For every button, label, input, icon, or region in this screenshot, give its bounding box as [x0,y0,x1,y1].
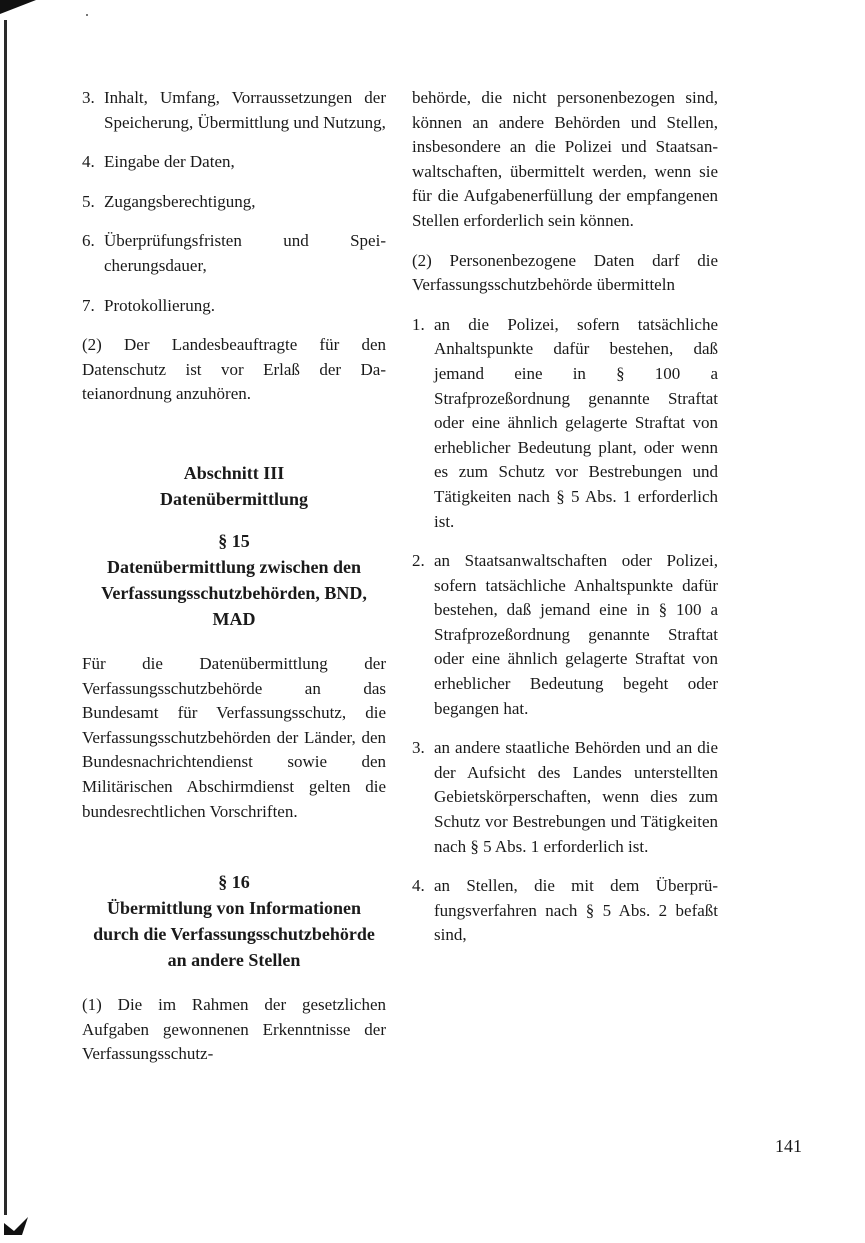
list-item: 7. Protokollierung. [82,295,215,315]
paragraph-16-number: § 16 [218,872,250,893]
right-column [412,86,718,963]
list-item: 2. an Staatsanwaltschaften oder Polizei, sofern tatsächliche Anhaltspunkte dafür bestehen, daß jemand eine in § 100 a Strafprozeßordnung genannte Straftat oder eine ähnlich gelagerte Straftat von erheblicher Bedeutung begeht oder begangen hat. [412,551,718,718]
scan-corner-mark [0,0,36,14]
paragraph-15-title: Datenübermittlung zwischen den Verfassungsschutzbehörden, BND, MAD [101,556,367,629]
section-heading-title: Datenübermittlung [160,488,308,509]
list-item: 5. Zugangsberechtigung, [82,191,256,211]
list-item: 1. an die Polizei, sofern tatsächliche Anhaltspunkte dafür bestehen, daß jemand eine in § 100 a Strafprozeßordnung genannte Straftat oder eine ähnlich gelagerte Straftat von erheblicher Bedeutung plant, oder wenn es zum Schutz vor Bestrebungen und Tätigkeiten nach § 5 Abs. 1 erforderlich ist. [412,314,718,531]
paragraph-15-number: § 15 [218,530,250,551]
list-item: 4. an Stellen, die mit dem Überprüfungsverfahren nach § 5 Abs. 2 befaßt sind, [412,876,718,945]
page-number: 141 [775,1136,802,1156]
scan-binding-edge [4,20,7,1215]
paragraph-16-text: (1) Die im Rahmen der gesetzlichen Aufgaben gewonnenen Erkenntnisse der Verfassungsschutz- [82,995,386,1064]
list-item: 4. Eingabe der Daten, [82,152,235,172]
left-column [82,86,386,1082]
section-heading-number: Abschnitt III [183,462,285,483]
scan-corner-mark-bottom [4,1217,30,1235]
paragraph-personenbezogen: (2) Personenbezogene Daten darf die Verfassungsschutzbehörde übermitteln [412,250,718,295]
paragraph-15-text: Für die Datenübermittlung der Verfassungsschutzbehörde an das Bundesamt für Verfassungsschutz, die Verfassungsschutzbehörden der Länder, den Bundesnachrichtendienst sowie den Militärischen Abschirmdienst gelten die bundesrechtlichen Vorschriften. [82,653,386,821]
paragraph-datenschutz: (2) Der Landesbeauftragte für den Datenschutz ist vor Erlaß der Dateianordnung anzuhören. [82,335,386,404]
paragraph-16-title: Übermittlung von Informationen durch die Verfassungsschutzbehörde an andere Stellen [93,898,375,971]
list-item: 3. Inhalt, Umfang, Vorraussetzungen der Speicherung, Übermittlung und Nutzung, [82,88,386,132]
list-item: 6. Überprüfungsfristen und Speicherungsdauer, [82,231,386,275]
scan-speck [86,14,88,16]
list-item: 3. an andere staatliche Behörden und an die der Aufsicht des Landes unterstellten Gebietskörperschaften, wenn dies zum Schutz vor Bestrebungen und Tätigkeiten nach § 5 Abs. 1 erforderlich ist. [412,738,718,856]
continuation-text: behörde, die nicht personenbezogen sind, können an andere Behörden und Stellen, insbesondere an die Polizei und Staatsanwaltschaften, übermittelt werden, wenn sie für die Aufgabenerfüllung der empfangenen Stellen erforderlich sein können. [412,88,718,230]
